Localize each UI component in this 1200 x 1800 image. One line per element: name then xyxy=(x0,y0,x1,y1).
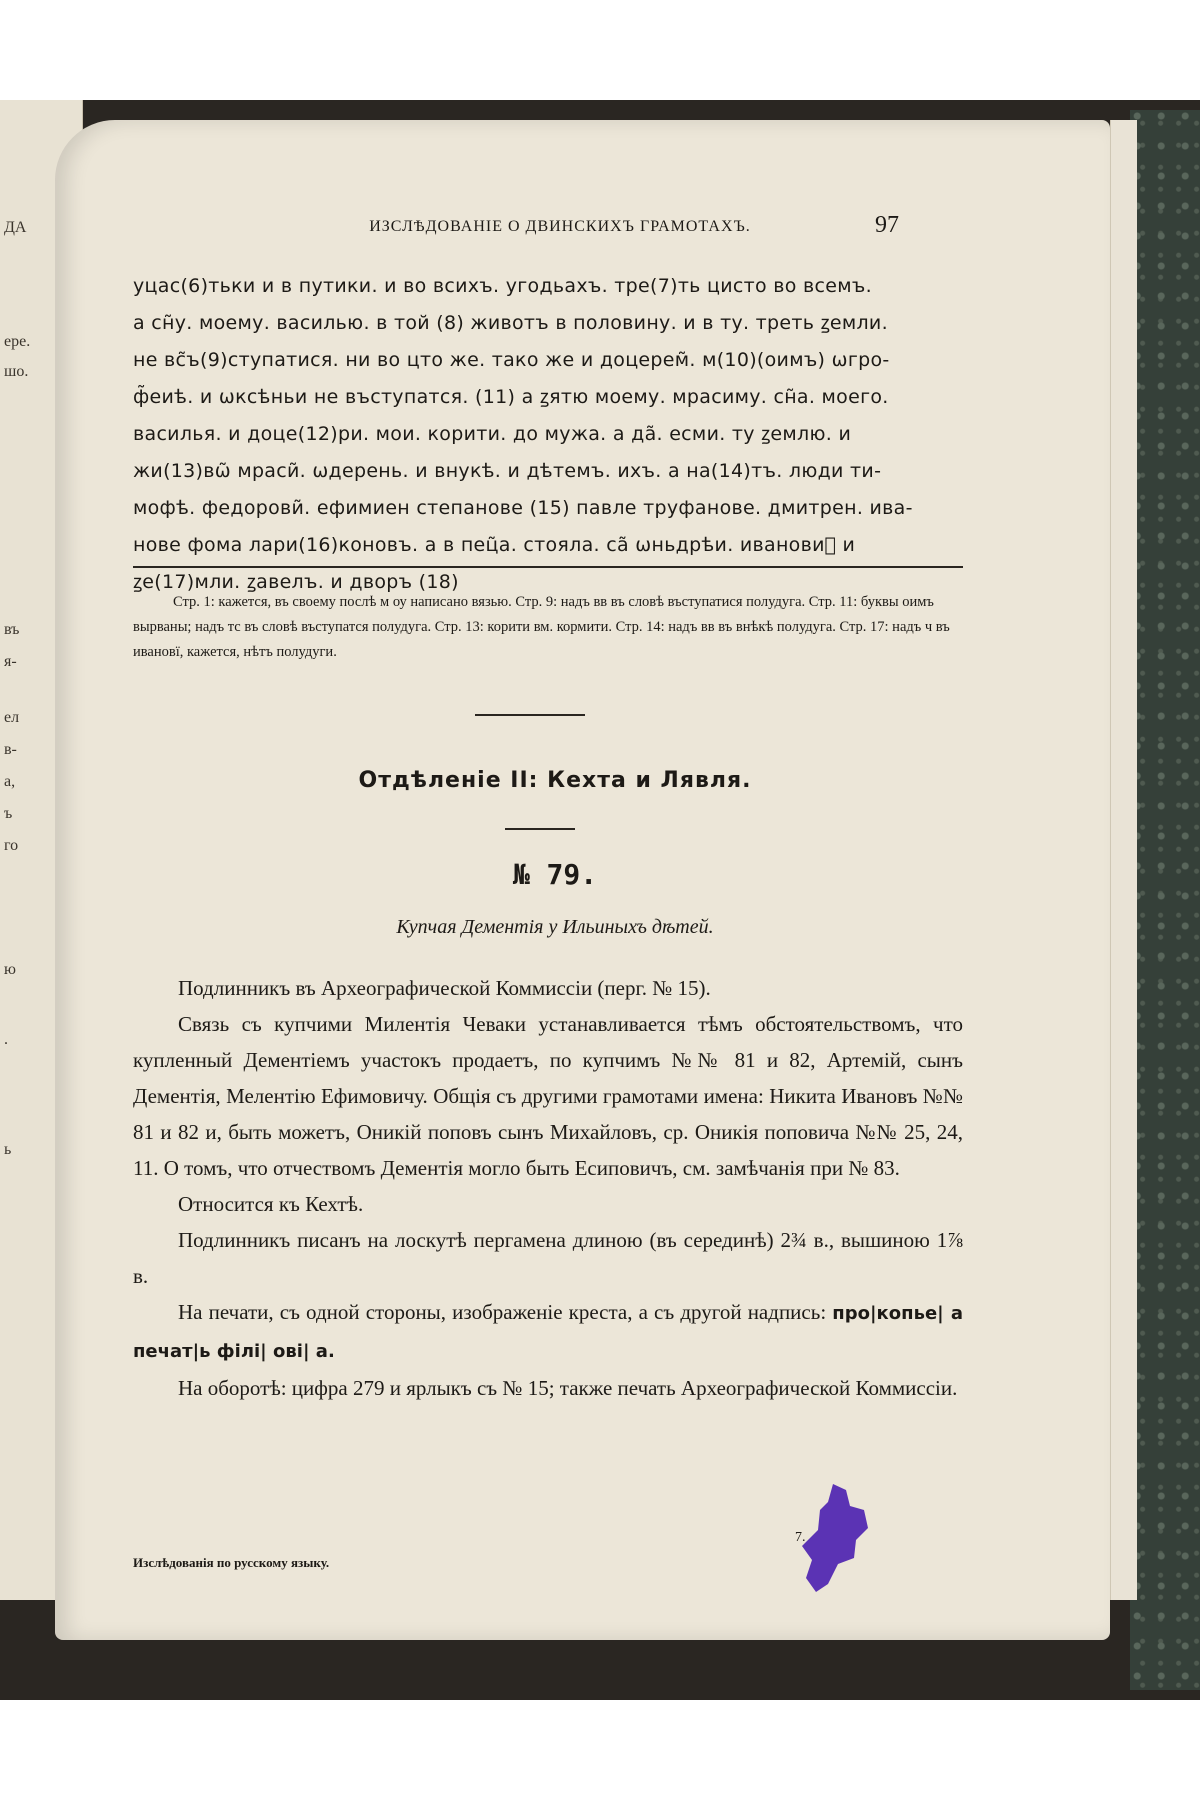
footnote: Стр. 1: кажется, въ своему послѣ м оу написано вязью. Стр. 9: надъ вв въ словѣ въступатися полудуга. Стр. 11: буквы оимъ вырваны; надъ тс въ словѣ въступатся полудуга. Стр. 13: корити вм. кормити. Стр. 14: надъ вв въ внѣкѣ полудуга. Стр. 17: надъ ч въ ивановї, кажется, нѣтъ полудуги. xyxy=(133,594,950,660)
old-text-line: нове фома лари(16)коновъ. а в пец̃а. стояла. са̃ ѡньдрѣи. ивановиⷰ и xyxy=(133,534,856,556)
left-page-fragment: ере. xyxy=(4,333,31,350)
seal-description: На печати, съ одной стороны, изображеніе креста, а съ другой надпись: xyxy=(178,1300,827,1324)
body-paragraph: Подлинникъ писанъ на лоскутѣ пергамена длиною (въ серединѣ) 2¾ в., вышиною 1⅞ в. xyxy=(133,1228,963,1288)
left-page-fragment: ел xyxy=(4,709,20,726)
seal-inscription: про|копье| а печат|ь філі| ові| а. xyxy=(133,1303,964,1362)
page-mark: 7. xyxy=(795,1530,806,1545)
book-page xyxy=(55,120,1110,1640)
page-number: 97 xyxy=(875,212,899,238)
old-text-line: ꙁе(17)мли. ꙁавелъ. и дворъ (18) xyxy=(133,571,459,593)
page-block-edge xyxy=(1110,120,1137,1600)
body-paragraph: На оборотѣ: цифра 279 и ярлыкъ съ № 15; также печать Археографической Коммиссіи. xyxy=(178,1376,958,1400)
footnote-divider xyxy=(133,566,963,568)
left-page-fragment: я- xyxy=(4,653,17,670)
old-text-line: ф̃еиѣ. и ѡксѣньи не въступатся. (11) а ꙁятю моему. мрасиму. сн̃а. моего. xyxy=(133,386,889,408)
body-paragraph: Относится къ Кехтѣ. xyxy=(178,1192,364,1216)
body-paragraph: Связь съ купчими Милентія Чеваки устанавливается тѣмъ обстоятельствомъ, что купленный Дементіемъ участокъ продаетъ, по купчимъ №№ 81 и 82, Артемій, сынъ Дементія, Мелентію Ефимовичу. Общія съ другими грамотами имена: Никита Ивановъ №№ 81 и 82 и, быть можетъ, Оникій поповъ сынъ Михайловъ, ср. Оникія поповича №№ 25, 24, 11. О томъ, что отчествомъ Дементія могло быть Есиповичъ, см. замѣчанія при № 83. xyxy=(133,1012,963,1180)
old-text-line: мофѣ. федорови̃. ефимиен степанове (15) павле труфанове. дмитрен. ива- xyxy=(133,497,913,519)
left-page-fragment: ъ xyxy=(4,805,13,822)
old-text-line: жи(13)вѡ̃ мраси̃. ѡдерень. и внукѣ. и дѣтемъ. ихъ. а на(14)тъ. люди ти- xyxy=(133,460,882,482)
running-head: ИЗСЛѢДОВАНІЕ О ДВИНСКИХЪ ГРАМОТАХЪ. xyxy=(369,218,751,235)
old-text-line: василья. и доце(12)ри. мои. корити. до мужа. а да̃. есми. ту ꙁемлю. и xyxy=(133,423,852,445)
left-page-fragment: ДА xyxy=(4,219,27,236)
title-divider xyxy=(505,828,575,830)
left-page-fragment: шо. xyxy=(4,363,29,380)
old-russian-text xyxy=(133,268,963,601)
book-cover xyxy=(1130,110,1200,1690)
old-text-line: уцас(6)тьки и в путики. и во всихъ. угодьахъ. тре(7)ть цисто во всемъ. xyxy=(133,275,872,297)
left-page-fragment: въ xyxy=(4,621,20,638)
left-page-fragment: ь xyxy=(4,1141,12,1158)
section-divider xyxy=(475,714,585,716)
document-subtitle: Купчая Дементія у Ильиныхъ дѣтей. xyxy=(396,916,714,938)
left-page-fragment: . xyxy=(4,1031,8,1048)
document-number: № 79. xyxy=(512,858,598,891)
signature-line: Изслѣдованія по русскому языку. xyxy=(133,1555,330,1570)
body-paragraph xyxy=(133,1294,963,1370)
left-page-fragment: го xyxy=(4,837,19,854)
body-text xyxy=(133,970,963,1406)
section-title: Отдѣленіе II: Кехта и Лявля. xyxy=(358,768,752,793)
left-page-fragment: а, xyxy=(4,773,16,790)
old-text-line: а сн̃у. моему. василью. в той (8) животъ в половину. и в ту. треть ꙁемли. xyxy=(133,312,888,334)
ink-stamp-mark xyxy=(798,1480,878,1600)
body-paragraph: Подлинникъ въ Археографической Коммиссіи (перг. № 15). xyxy=(178,976,711,1000)
old-text-line: не вс̃ъ(9)ступатися. ни во цто же. тако же и доцерем̃. м(10)(оимъ) ѡгро- xyxy=(133,349,890,371)
left-page-fragment: в- xyxy=(4,741,17,758)
left-page-fragment: ю xyxy=(4,961,16,978)
